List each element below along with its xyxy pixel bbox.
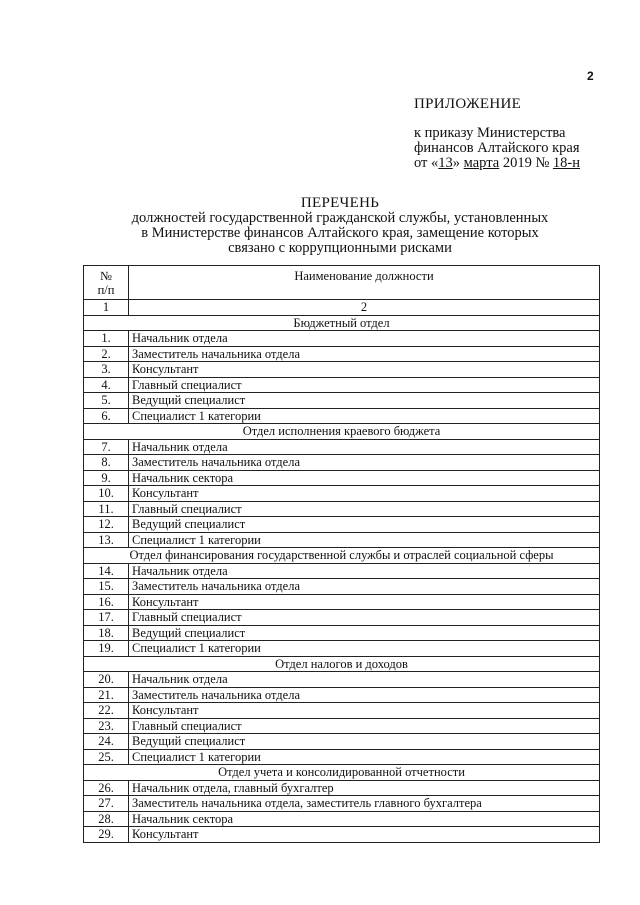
position-name: Ведущий специалист [129, 734, 600, 750]
table-row [84, 796, 600, 812]
row-number: 14. [84, 563, 129, 579]
table-row [84, 377, 600, 393]
appendix-line-2: финансов Алтайского края [414, 140, 580, 156]
table-row [84, 455, 600, 471]
table-row [84, 610, 600, 626]
row-number: 19. [84, 641, 129, 657]
row-number: 23. [84, 718, 129, 734]
position-name: Начальник отдела [129, 672, 600, 688]
position-name: Заместитель начальника отдела [129, 346, 600, 362]
row-number: 18. [84, 625, 129, 641]
table-row [84, 470, 600, 486]
date-sep-1: » [452, 155, 464, 171]
position-name: Заместитель начальника отдела, заместитель главного бухгалтера [129, 796, 600, 812]
position-name: Заместитель начальника отдела [129, 687, 600, 703]
section-title: Отдел исполнения краевого бюджета [84, 424, 600, 440]
row-number: 16. [84, 594, 129, 610]
heading-line-3: связано с коррупционными рисками [228, 240, 452, 256]
section-title: Бюджетный отдел [84, 315, 600, 331]
row-number: 22. [84, 703, 129, 719]
document-heading [80, 196, 600, 256]
row-number: 24. [84, 734, 129, 750]
position-name: Ведущий специалист [129, 625, 600, 641]
row-number: 5. [84, 393, 129, 409]
order-day: 13 [438, 155, 453, 171]
positions-table [83, 265, 600, 843]
table-row [84, 517, 600, 533]
table-row [84, 439, 600, 455]
section-row [84, 315, 600, 331]
position-name: Начальник сектора [129, 470, 600, 486]
position-name: Начальник отдела [129, 439, 600, 455]
order-month: марта [463, 155, 500, 171]
position-name: Главный специалист [129, 718, 600, 734]
row-number: 2. [84, 346, 129, 362]
header-num-line-2: п/п [97, 282, 115, 297]
position-name: Консультант [129, 594, 600, 610]
position-name: Ведущий специалист [129, 393, 600, 409]
header-num-line-1: № [100, 268, 112, 283]
table-row [84, 718, 600, 734]
row-number: 29. [84, 827, 129, 843]
position-name: Начальник отдела [129, 563, 600, 579]
table-row [84, 734, 600, 750]
position-name: Начальник отдела, главный бухгалтер [129, 780, 600, 796]
table-row [84, 408, 600, 424]
row-number: 7. [84, 439, 129, 455]
position-name: Заместитель начальника отдела [129, 579, 600, 595]
row-number: 10. [84, 486, 129, 502]
section-title: Отдел финансирования государственной службы и отраслей социальной сферы [84, 548, 600, 564]
position-name: Специалист 1 категории [129, 408, 600, 424]
row-number: 26. [84, 780, 129, 796]
row-number: 20. [84, 672, 129, 688]
row-number: 9. [84, 470, 129, 486]
heading-title: ПЕРЕЧЕНЬ [300, 195, 380, 211]
column-number-2: 2 [129, 300, 600, 316]
row-number: 28. [84, 811, 129, 827]
position-name: Консультант [129, 703, 600, 719]
table-row [84, 672, 600, 688]
table-row [84, 346, 600, 362]
table-row [84, 563, 600, 579]
column-number-1: 1 [84, 300, 129, 316]
section-row [84, 656, 600, 672]
position-name: Главный специалист [129, 501, 600, 517]
row-number: 11. [84, 501, 129, 517]
date-sep-2: 2019 № [499, 155, 553, 171]
header-name-cell: Наименование должности [129, 266, 600, 300]
table-row [84, 641, 600, 657]
page-number: 2 [587, 69, 594, 83]
row-number: 13. [84, 532, 129, 548]
table-row [84, 501, 600, 517]
row-number: 3. [84, 362, 129, 378]
section-row [84, 548, 600, 564]
order-number: 18-н [552, 155, 580, 171]
column-number-row [84, 300, 600, 316]
table-row [84, 532, 600, 548]
table-row [84, 811, 600, 827]
table-row [84, 579, 600, 595]
section-row [84, 765, 600, 781]
position-name: Главный специалист [129, 377, 600, 393]
row-number: 8. [84, 455, 129, 471]
row-number: 6. [84, 408, 129, 424]
row-number: 25. [84, 749, 129, 765]
table-row [84, 625, 600, 641]
position-name: Специалист 1 категории [129, 749, 600, 765]
row-number: 21. [84, 687, 129, 703]
section-row [84, 424, 600, 440]
position-name: Консультант [129, 827, 600, 843]
table-row [84, 486, 600, 502]
position-name: Ведущий специалист [129, 517, 600, 533]
position-name: Специалист 1 категории [129, 641, 600, 657]
table-row [84, 780, 600, 796]
header-num-cell [84, 266, 129, 300]
table-row [84, 827, 600, 843]
row-number: 1. [84, 331, 129, 347]
position-name: Главный специалист [129, 610, 600, 626]
heading-line-1: должностей государственной гражданской службы, установленных [131, 210, 549, 226]
table-row [84, 331, 600, 347]
table-header-row [84, 266, 600, 300]
position-name: Консультант [129, 362, 600, 378]
section-title: Отдел налогов и доходов [84, 656, 600, 672]
section-title: Отдел учета и консолидированной отчетности [84, 765, 600, 781]
appendix-line-1: к приказу Министерства [414, 125, 566, 141]
appendix-block [414, 96, 580, 171]
row-number: 17. [84, 610, 129, 626]
position-name: Заместитель начальника отдела [129, 455, 600, 471]
table-row [84, 393, 600, 409]
row-number: 4. [84, 377, 129, 393]
table-row [84, 362, 600, 378]
appendix-title: ПРИЛОЖЕНИЕ [414, 96, 522, 112]
position-name: Консультант [129, 486, 600, 502]
row-number: 27. [84, 796, 129, 812]
date-prefix: от « [414, 155, 439, 171]
table-row [84, 703, 600, 719]
position-name: Специалист 1 категории [129, 532, 600, 548]
table-row [84, 594, 600, 610]
appendix-line-3 [414, 156, 580, 171]
heading-line-2: в Министерстве финансов Алтайского края, замещение которых [141, 225, 539, 241]
position-name: Начальник сектора [129, 811, 600, 827]
row-number: 15. [84, 579, 129, 595]
position-name: Начальник отдела [129, 331, 600, 347]
table-row [84, 687, 600, 703]
row-number: 12. [84, 517, 129, 533]
table-row [84, 749, 600, 765]
